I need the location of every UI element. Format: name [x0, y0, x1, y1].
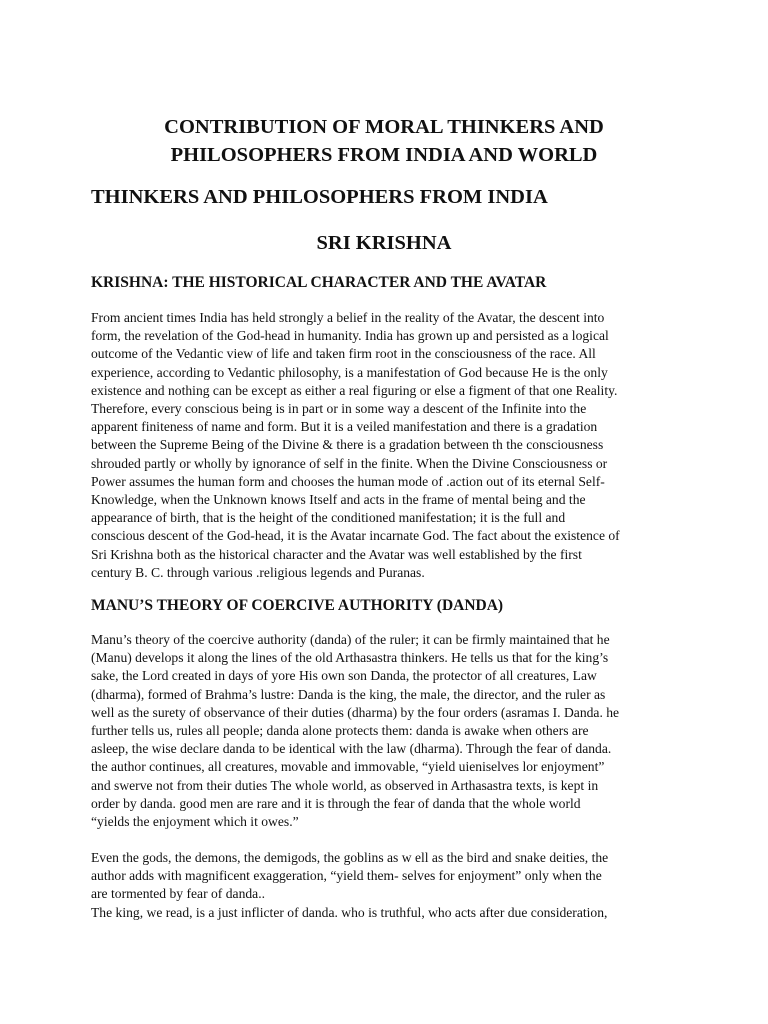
- text-line: Knowledge, when the Unknown knows Itself and acts in the frame of mental being and the: [91, 492, 586, 508]
- section1-heading: KRISHNA: THE HISTORICAL CHARACTER AND THE AVATAR: [91, 274, 547, 291]
- text-line: (dharma), formed of Brahma’s lustre: Danda is the king, the male, the director, and the ruler as: [91, 686, 606, 702]
- text-line: order by danda. good men are rare and it is through the fear of danda that the whole world: [91, 795, 581, 811]
- text-line: Sri Krishna both as the historical character and the Avatar was well established by the first: [91, 546, 582, 562]
- section1-paragraph: [91, 309, 691, 582]
- text-line: are tormented by fear of danda..: [91, 886, 265, 902]
- text-line: Manu’s theory of the coercive authority (danda) of the ruler; it can be firmly maintained that he: [91, 632, 610, 647]
- section2-paragraph-2: [91, 849, 691, 922]
- text-line: century B. C. through various .religious legends and Puranas.: [91, 564, 425, 580]
- text-line: well as the surety of observance of their duties (dharma) by the four orders (asramas I. Danda. he: [91, 704, 620, 720]
- text-line: author adds with magnificent exaggeration, “yield them- selves for enjoyment” only when the: [91, 868, 602, 884]
- text-line: sake, the Lord created in days of yore His own son Danda, the protector of all creatures, Law: [91, 668, 597, 684]
- section-heading: THINKERS AND PHILOSOPHERS FROM INDIA: [91, 186, 548, 208]
- section2-heading: MANU’S THEORY OF COERCIVE AUTHORITY (DANDA): [91, 597, 504, 614]
- text-line: asleep, the wise declare danda to be identical with the law (dharma). Through the fear of danda.: [91, 741, 612, 757]
- subject-heading: SRI KRISHNA: [316, 232, 452, 254]
- text-line: apparent finiteness of name and form. But it is a veiled manifestation and there is a gradation: [91, 419, 598, 435]
- text-line: form, the revelation of the God-head in humanity. India has grown up and persisted as a logical: [91, 328, 609, 344]
- text-line: Even the gods, the demons, the demigods, the goblins as w ell as the bird and snake deities, the: [91, 850, 609, 865]
- document-title: [80, 113, 688, 169]
- text-line: outcome of the Vedantic view of life and taken firm root in the consciousness of the race. All: [91, 346, 596, 362]
- text-line: shrouded partly or wholly by ignorance of self in the finite. When the Divine Consciousness or: [91, 455, 608, 471]
- text-line: The king, we read, is a just inflicter of danda. who is truthful, who acts after due consideration,: [91, 904, 608, 920]
- text-line: (Manu) develops it along the lines of the old Arthasastra thinkers. He tells us that for the king’s: [91, 650, 609, 666]
- text-line: conscious descent of the God-head, it is the Avatar incarnate God. The fact about the existence of: [91, 528, 620, 544]
- text-line: appearance of birth, that is the height of the conditioned manifestation; it is the full and: [91, 510, 566, 526]
- text-line: Therefore, every conscious being is in part or in some way a descent of the Infinite into the: [91, 401, 587, 417]
- section2-paragraph-1: [91, 631, 691, 831]
- title-line-1: CONTRIBUTION OF MORAL THINKERS AND: [164, 116, 604, 138]
- text-line: between the Supreme Being of the Divine & there is a gradation between th the consciousness: [91, 437, 604, 453]
- title-line-2: PHILOSOPHERS FROM INDIA AND WORLD: [170, 144, 598, 166]
- text-line: experience, according to Vedantic philosophy, is a manifestation of God because He is the only: [91, 364, 608, 380]
- text-line: From ancient times India has held strongly a belief in the reality of the Avatar, the descent into: [91, 310, 605, 325]
- text-line: and swerve not from their duties The whole world, as observed in Arthasastra texts, is kept in: [91, 777, 599, 793]
- text-line: the author continues, all creatures, movable and immovable, “yield uieniselves lor enjoyment”: [91, 759, 605, 775]
- text-line: existence and nothing can be except as either a real figuring or else a figment of that one Reality.: [91, 382, 618, 398]
- text-line: further tells us, rules all people; danda alone protects them: danda is awake when others are: [91, 723, 589, 739]
- text-line: “yields the enjoyment which it owes.”: [91, 814, 299, 830]
- text-line: Power assumes the human form and chooses the human mode of .action out of its eternal Self-: [91, 473, 605, 489]
